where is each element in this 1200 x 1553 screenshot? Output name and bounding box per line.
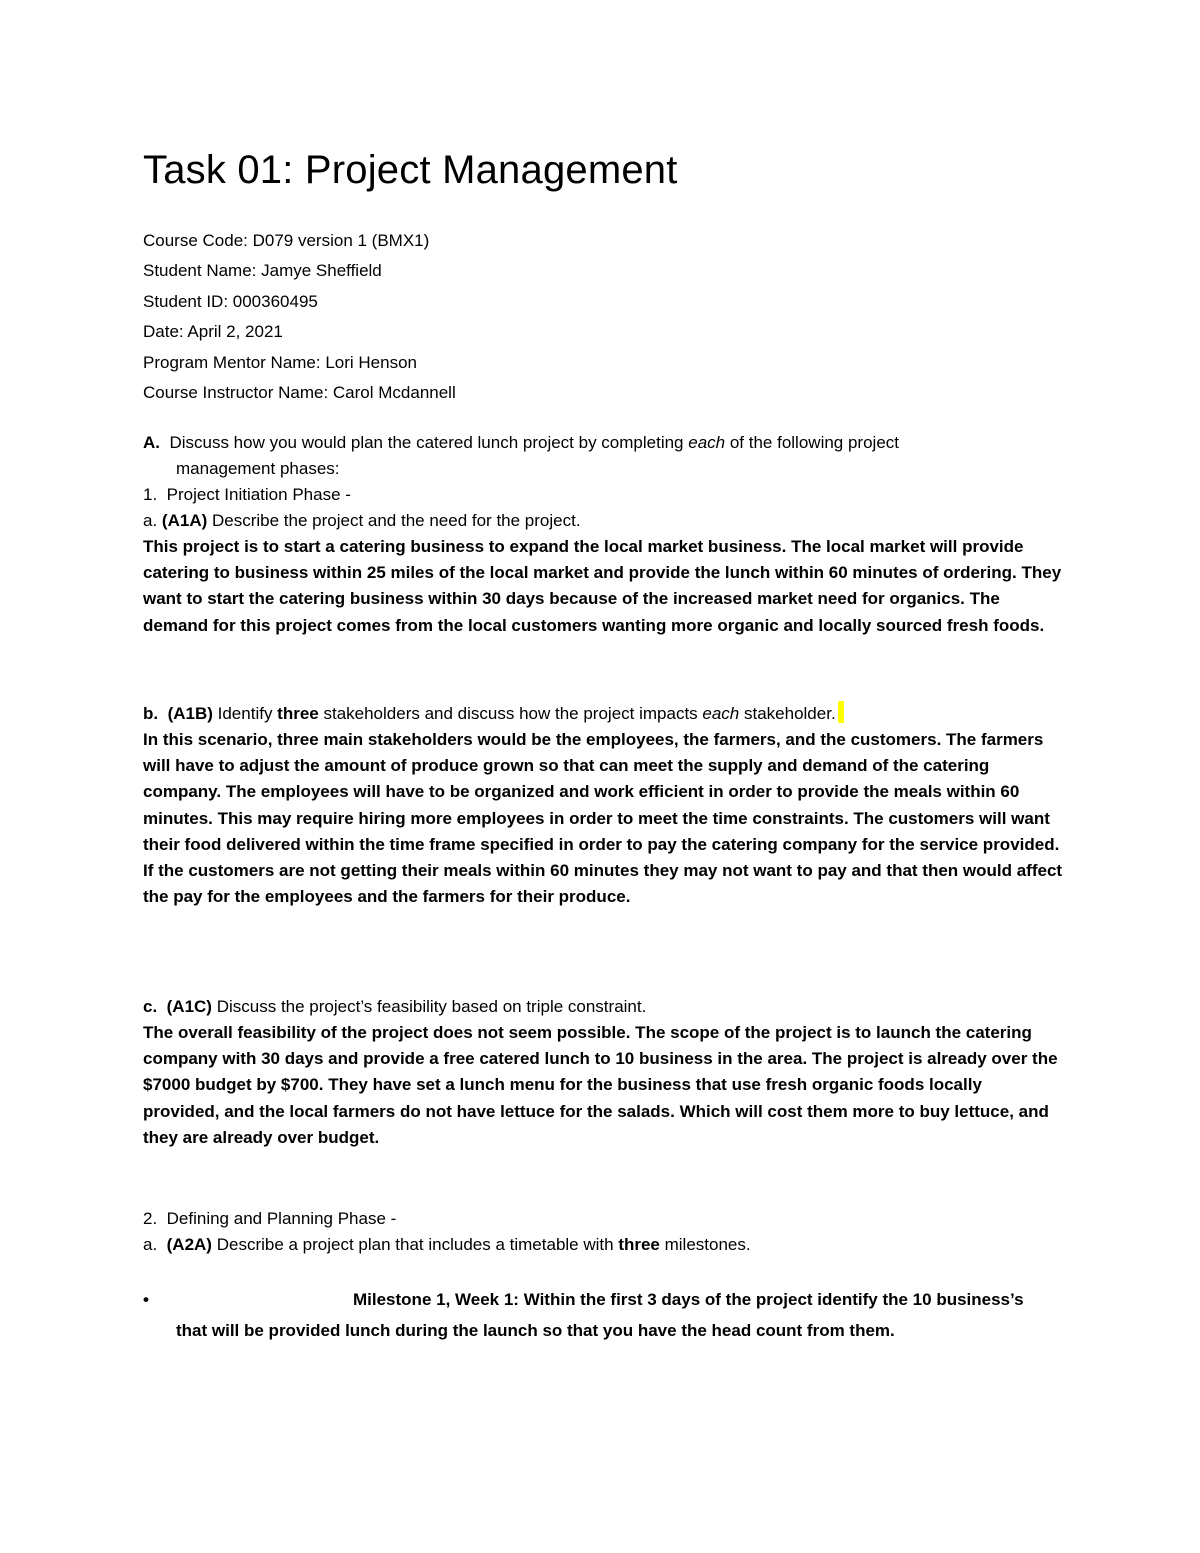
q1b-code: (A1B) — [167, 704, 213, 723]
q1a-marker: a. — [143, 511, 158, 530]
q1b-text2: stakeholders and discuss how the project impacts — [318, 704, 703, 723]
student-name: Student Name: Jamye Sheffield — [143, 261, 382, 281]
q1c-answer: The overall feasibility of the project does not seem possible. The scope of the project is to launch the catering company with 30 days and provide a free catered lunch to 10 business in the area. The project is already over the $7000 budget by $700. They have set a lunch menu for the business that use fresh organic foods locally provided, and the local farmers do not have lettuce for the salads. Which will cost them more to buy lettuce, and they are already over budget. — [143, 1023, 1058, 1147]
section-a-marker: A. — [143, 433, 160, 452]
q1b-block — [143, 701, 1063, 910]
q1b-marker: b. — [143, 704, 159, 723]
section-a-text: Discuss how you would plan the catered lunch project by completing — [169, 433, 689, 452]
q2a-text2: milestones. — [659, 1235, 751, 1254]
phase1-label: Project Initiation Phase - — [166, 485, 351, 504]
milestone-1-text: Milestone 1, Week 1: Within the first 3 days of the project identify the 10 business’s that will be provided lunch during the launch so that you have the head count from them. — [176, 1290, 1024, 1340]
q1b-text1: Identify — [212, 704, 278, 723]
course-code: Course Code: D079 version 1 (BMX1) — [143, 231, 430, 250]
q2a-bold-word: three — [618, 1235, 660, 1254]
bullet-icon: • — [143, 1290, 149, 1309]
q2a-marker: a. — [143, 1235, 158, 1254]
program-mentor: Program Mentor Name: Lori Henson — [143, 352, 418, 372]
q1c-block — [143, 994, 1063, 1151]
phase1-marker: 1. — [143, 485, 158, 504]
course-instructor: Course Instructor Name: Carol Mcdannell — [143, 382, 456, 402]
section-a-text-line2: management phases: — [176, 459, 340, 478]
page-title: Task 01: Project Management — [143, 148, 678, 192]
q1a-code: (A1A) — [161, 511, 208, 530]
q2a-text1: Describe a project plan that includes a timetable with — [211, 1235, 619, 1254]
q1c-code: (A1C) — [166, 997, 212, 1016]
student-id: Student ID: 000360495 — [143, 291, 318, 311]
q1a-question: Describe the project and the need for the project. — [207, 511, 581, 530]
phase2-marker: 2. — [143, 1209, 158, 1228]
q1b-emph: each — [702, 704, 740, 723]
q2a-code: (A2A) — [166, 1235, 212, 1254]
q1c-marker: c. — [143, 997, 158, 1016]
q1b-bold-word: three — [277, 704, 319, 723]
date: Date: April 2, 2021 — [143, 322, 283, 342]
section-a-text-end: of the following project — [725, 433, 900, 452]
milestone-1-item — [143, 1284, 1043, 1346]
q1a-answer: This project is to start a catering business to expand the local market business. The local market will provide catering to business within 25 miles of the local market and provide the lunch within 60 minutes of ordering. They want to start the catering business within 30 days because of the increased market need for organics. The demand for this project comes from the local customers wanting more organic and locally sourced fresh foods. — [143, 537, 1062, 635]
section-a-prompt — [143, 430, 1063, 639]
section-a-emph: each — [688, 433, 726, 452]
header-info — [143, 226, 456, 408]
q1b-text3: stakeholder. — [739, 704, 836, 723]
text-cursor-highlight — [838, 701, 844, 723]
phase2-block — [143, 1206, 1063, 1258]
phase2-label: Defining and Planning Phase - — [166, 1209, 397, 1228]
q1b-answer: In this scenario, three main stakeholders would be the employees, the farmers, and the customers. The farmers will have to adjust the amount of produce grown so that can meet the supply and demand of the catering company. The employees will have to be organized and work efficient in order to provide the meals within 60 minutes. This may require hiring more employees in order to meet the time constraints. The customers will want their food delivered within the time frame specified in order to pay the catering company for the service provided. If the customers are not getting their meals within 60 minutes they may not want to pay and that then would affect the pay for the employees and the farmers for their produce. — [143, 730, 1063, 907]
q1c-question: Discuss the project’s feasibility based on triple constraint. — [211, 997, 647, 1016]
